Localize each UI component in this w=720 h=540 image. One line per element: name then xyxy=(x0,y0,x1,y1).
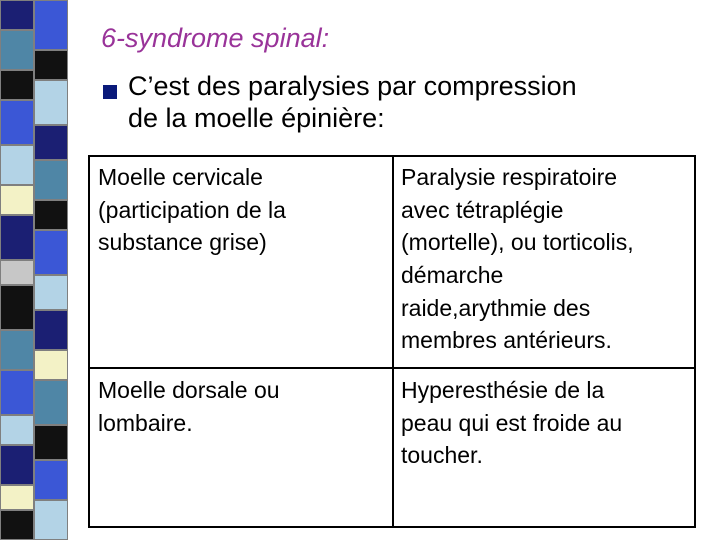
table-row-divider xyxy=(90,367,694,369)
cell-line: Hyperesthésie de la xyxy=(401,377,605,403)
strip-tile xyxy=(0,30,34,70)
syndrome-table xyxy=(88,155,696,528)
table-cell-symptoms-dorsal xyxy=(401,374,622,472)
strip-tile xyxy=(0,0,34,30)
table-cell-location-cervical xyxy=(98,161,286,259)
strip-tile xyxy=(0,215,34,260)
strip-tile xyxy=(34,200,68,230)
bullet-text xyxy=(128,70,708,135)
strip-tile xyxy=(0,485,34,510)
strip-tile xyxy=(0,185,34,215)
cell-line: Paralysie respiratoire xyxy=(401,164,618,190)
table-cell-symptoms-cervical xyxy=(401,161,634,357)
strip-tile xyxy=(0,260,34,285)
strip-tile xyxy=(34,460,68,500)
strip-tile xyxy=(34,80,68,125)
decorative-left-strip xyxy=(0,0,68,540)
bullet-line: de la moelle épinière: xyxy=(128,103,385,134)
cell-line: membres antérieurs. xyxy=(401,327,612,354)
strip-tile xyxy=(34,160,68,200)
strip-tile xyxy=(34,425,68,460)
table-column-divider xyxy=(392,157,394,526)
bullet-square-icon xyxy=(103,85,117,99)
strip-tile xyxy=(0,70,34,100)
strip-tile xyxy=(0,145,34,185)
strip-tile xyxy=(34,50,68,80)
table-cell-location-dorsal xyxy=(98,374,280,439)
bullet-line: C’est des paralysies par compression xyxy=(128,71,577,101)
strip-tile xyxy=(34,310,68,350)
cell-line: démarche xyxy=(401,261,504,288)
cell-line: Moelle cervicale xyxy=(98,164,263,190)
strip-tile xyxy=(0,100,34,145)
cell-line: raide,arythmie des xyxy=(401,294,591,321)
strip-tile xyxy=(0,510,34,540)
cell-line: peau qui est froide au xyxy=(401,409,623,436)
slide-title: 6-syndrome spinal: xyxy=(101,23,330,53)
strip-tile xyxy=(34,350,68,380)
cell-line: (participation de la xyxy=(98,196,286,223)
cell-line: lombaire. xyxy=(98,409,193,436)
strip-tile xyxy=(34,0,68,50)
strip-tile xyxy=(0,330,34,370)
strip-tile xyxy=(0,370,34,415)
strip-tile xyxy=(34,275,68,310)
cell-line: (mortelle), ou torticolis, xyxy=(401,229,634,256)
strip-tile xyxy=(0,445,34,485)
cell-line: toucher. xyxy=(401,442,483,469)
strip-tile xyxy=(0,415,34,445)
strip-tile xyxy=(34,230,68,275)
cell-line: avec tétraplégie xyxy=(401,196,564,223)
cell-line: substance grise) xyxy=(98,229,267,256)
cell-line: Moelle dorsale ou xyxy=(98,377,280,403)
strip-tile xyxy=(0,285,34,330)
strip-tile xyxy=(34,125,68,160)
strip-tile xyxy=(34,500,68,540)
strip-tile xyxy=(34,380,68,425)
